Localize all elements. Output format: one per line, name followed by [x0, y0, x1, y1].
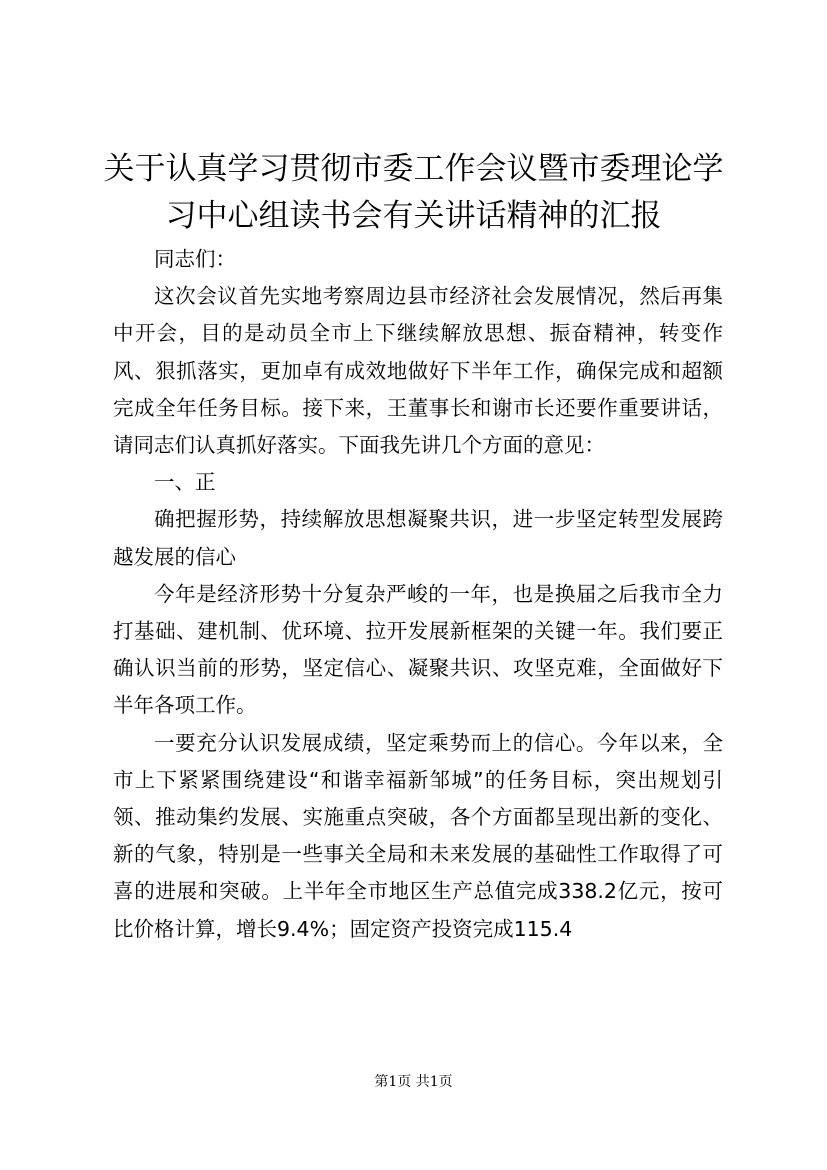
document-body [113, 241, 723, 948]
section-heading-fragment: 一、正 [154, 470, 216, 495]
salutation-paragraph: 同志们： [154, 247, 236, 271]
body-paragraph: 今年是经济形势十分复杂严峻的一年，也是换届之后我市全力打基础、建机制、优环境、拉开发展新框架的关键一年。我们要正确认识当前的形势，坚定信心、凝聚共识、攻坚克难，全面做好下半年各项工作。 [113, 581, 723, 718]
document-title: 关于认真学习贯彻市委工作会议暨市委理论学习中心组读书会有关讲话精神的汇报 [103, 151, 724, 234]
page-number-footer: 第1页 共1页 [374, 1074, 453, 1090]
body-paragraph: 一要充分认识发展成绩，坚定乘势而上的信心。今年以来，全市上下紧紧围绕建设“和谐幸福新邹城”的任务目标，突出规划引领、推动集约发展、实施重点突破，各个方面都呈现出新的变化、新的气象，特别是一些事关全局和未来发展的基础性工作取得了可喜的进展和突破。上半年全市地区生产总值完成338.2亿元，按可比价格计算，增长9.4%；固定资产投资完成115.4 [113, 730, 723, 941]
body-paragraph: 这次会议首先实地考察周边县市经济社会发展情况，然后再集中开会，目的是动员全市上下继续解放思想、振奋精神，转变作风、狠抓落实，更加卓有成效地做好下半年工作，确保完成和超额完成全年任务目标。接下来，王董事长和谢市长还要作重要讲话，请同志们认真抓好落实。下面我先讲几个方面的意见： [113, 284, 723, 458]
section-heading: 确把握形势，持续解放思想凝聚共识，进一步坚定转型发展跨越发展的信心 [113, 507, 723, 569]
